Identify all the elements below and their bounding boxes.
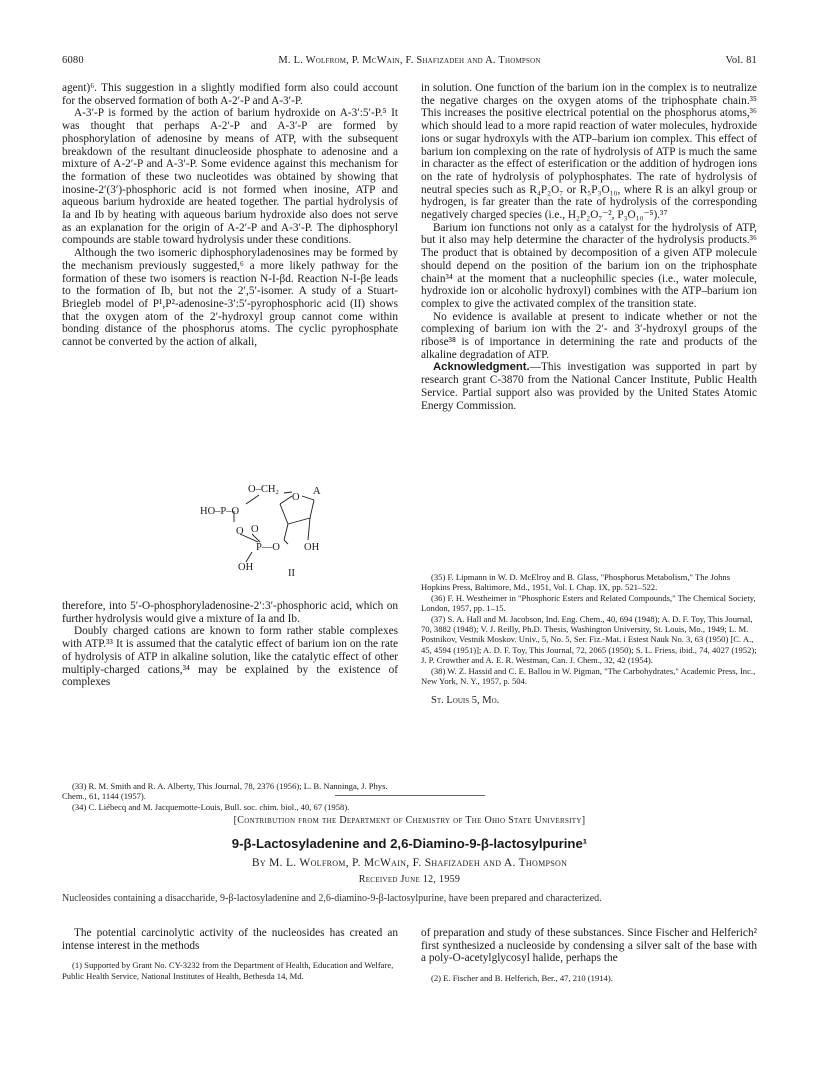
paragraph: Doubly charged cations are known to form rather stable complexes with ATP.³³ It is assumed that the catalytic effect of barium ion on the rate of hydrolysis of ATP in alkaline solution, like the catalytic effect of other multiply-charged cations,³⁴ may be explained by the existence of complexes bbox=[62, 625, 398, 689]
paragraph: agent)⁶. This suggestion in a slightly modified form also could account for the observed formation of both A-2′-P and A-3′-P. bbox=[62, 82, 398, 107]
paragraph: of preparation and study of these substances. Since Fischer and Helferich² first synthesized a nucleoside by condensing a silver salt of the base with a poly-O-acetylglycosyl halide, perhaps the bbox=[421, 927, 757, 965]
paragraph: Barium ion functions not only as a catalyst for the hydrolysis of ATP, but it also may help determine the character of the hydrolysis products.³⁶ The product that is obtained by decomposition of a given ATP molecule should depend on the position of the barium ion on the triphosphate chain³⁴ at the moment that a nucleophilic species (i.e., water molecule, hydroxide ion or alcoholic hydroxyl) combines with the ATP–barium ion complex to give the activated complex of the transition state. bbox=[421, 221, 757, 310]
paragraph: A-3′-P is formed by the action of barium hydroxide on A-3′:5′-P.⁵ It was thought that perhaps A-2′-P and A-3′-P are formed by phosphorylation of adenosine by means of ATP, with the subsequent breakdown of the resultant dinucleoside phosphate to adenosine and a mixture of A-2′-P and A-3′-P. Some evidence against this mechanism for the formation of these two nucleotides was obtained by showing that inosine-2′(3′)-phosphoric acid is not formed when inosine, ATP and aqueous barium hydroxide are heated together. The partial hydrolysis of Ia and Ib by heating with aqueous barium hydroxide also does not serve as an explanation for the origin of A-2′-P and A-3′-P. The diphosphoryl compounds are stable toward hydrolysis under these conditions. bbox=[62, 107, 398, 247]
acknowledgment bbox=[421, 361, 757, 412]
location: St. Louis 5, Mo. bbox=[431, 695, 500, 707]
footnote: (38) W. Z. Hassid and C. E. Ballou in W. Pigman, "The Carbohydrates," Academic Press, Inc., New York, N. Y., 1957, p. 504. bbox=[421, 665, 756, 687]
structure-ho-p-o: HO–P–O bbox=[200, 506, 240, 517]
structure-ring-oxygen: O bbox=[292, 492, 300, 503]
left-column bbox=[62, 82, 398, 349]
footnote: (2) E. Fischer and B. Helferich, Ber., 47, 210 (1914). bbox=[431, 973, 613, 984]
left-column-continued bbox=[62, 600, 398, 689]
running-head-authors: M. L. Wolfrom, P. McWain, F. Shafizadeh and A. Thompson bbox=[278, 55, 541, 66]
abstract: Nucleosides containing a disaccharide, 9-β-lactosyladenine and 2,6-diamino-9-β-lactosylpurine, have been prepared and characterized. bbox=[62, 893, 602, 904]
section-divider bbox=[335, 795, 485, 796]
structure-base-a: A bbox=[313, 486, 321, 497]
article-left-column bbox=[62, 927, 398, 981]
footnote: (34) C. Liébecq and M. Jacquemotte-Louis, Bull. soc. chim. biol., 40, 67 (1958). bbox=[72, 801, 350, 812]
acknowledgment-heading: Acknowledgment. bbox=[433, 361, 530, 374]
footnote: (1) Supported by Grant No. CY-3232 from the Department of Health, Education and Welfare, Public Health Service, National Institutes of Health, Bethesda 14, Md. bbox=[62, 960, 394, 981]
paragraph: Although the two isomeric diphosphoryladenosines may be formed by the mechanism previously suggested,⁶ a more likely pathway for the formation of these two isomers is reaction N-I-βd. Reaction N-I-βe leads to the formation of Ib, but not the 2′,5′-isomer. A study of a Stuart-Briegleb model of P¹,P²-adenosine-3′:5′-pyrophosphoric acid (II) shows that the oxygen atom of the 2′-hydroxyl group cannot come within bonding distance of the phosphorus atoms. The cyclic pyrophosphate cannot be converted by the action of alkali, bbox=[62, 247, 398, 349]
footnote-1 bbox=[62, 960, 398, 981]
footnote: (33) R. M. Smith and R. A. Alberty, This Journal, 78, 2376 (1956); L. B. Nanninga, J. Phys. Chem., 61, 1144 (1957). bbox=[62, 781, 388, 802]
chemical-structure-ii bbox=[196, 484, 396, 584]
structure-label: II bbox=[288, 568, 295, 579]
page-number: 6080 bbox=[62, 55, 84, 66]
footnote: (37) S. A. Hall and M. Jacobson, Ind. Eng. Chem., 40, 694 (1948); A. D. F. Toy, This Journal, 70, 3882 (1948); V. J. Reilly, Ph.D. Thesis, Washington University, St. Louis, Mo., 1949; L. M. Postnikov, Vestnik Moskov. Univ., 5, No. 5, Ser. Fiz.-Mat. i Estest Nauk No. 3, 63 (1950) [C. A., 45, 4594 (1951)]; A. D. F. Toy, This Journal, 72, 2065 (1950); S. L. Friess, ibid., 74, 4027 (1952); J. P. Crowther and A. E. R. Westman, Can. J. Chem., 32, 42 (1954). bbox=[421, 613, 757, 666]
structure-o-left: O bbox=[236, 526, 244, 537]
footnote: (36) F. H. Westheimer in "Phosphoric Esters and Related Compounds," The Chemical Society, London, 1957, pp. 1–15. bbox=[421, 592, 756, 614]
footnote-2 bbox=[421, 973, 757, 983]
article-authors: By M. L. Wolfrom, P. McWain, F. Shafizadeh and A. Thompson bbox=[251, 857, 568, 869]
article-right-column bbox=[421, 927, 757, 984]
received-date: Received June 12, 1959 bbox=[358, 874, 461, 885]
right-column bbox=[421, 82, 757, 412]
acknowledgment-text: —This investigation was supported in part by research grant C-3870 from the National Cancer Institute, Public Health Service. Partial support also was provided by the United States Atomic Energy Commission. bbox=[421, 361, 757, 412]
paragraph: The potential carcinolytic activity of the nucleosides has created an intense interest in the methods bbox=[62, 927, 398, 952]
structure-oh-bottom: OH bbox=[238, 562, 254, 573]
paragraph: therefore, into 5′-O-phosphoryladenosine-2′:3′-phosphoric acid, which on further hydrolysis would give a mixture of Ia and Ib. bbox=[62, 600, 398, 625]
paragraph: No evidence is available at present to indicate whether or not the complexing of barium ion with the 2′- and 3′-hydroxyl groups of the ribose³⁸ is of importance in determining the rate and products of the alkaline degradation of ATP. bbox=[421, 310, 757, 361]
structure-o-right: O bbox=[251, 524, 259, 535]
structure-ring-oh: OH bbox=[304, 542, 320, 553]
running-head bbox=[62, 55, 757, 69]
structure-p-o: P—O bbox=[256, 542, 280, 553]
structure-o-ch2: O–CH₂ bbox=[248, 484, 280, 495]
contribution-line: [Contribution from the Department of Chemistry of The Ohio State University] bbox=[233, 815, 586, 826]
volume-number: Vol. 81 bbox=[725, 55, 757, 66]
article-title: 9-β-Lactosyladenine and 2,6-Diamino-9-β-lactosylpurine¹ bbox=[231, 836, 588, 851]
paragraph: in solution. One function of the barium ion in the complex is to neutralize the negative charges on the oxygen atoms of the triphosphate chain.³⁵ This increases the positive electrical potential on the phosphorus atoms,³⁶ which should lead to a more rapid reaction of water molecules, hydroxide ions or sugar hydroxyls with the ATP–barium ion complex. This effect of barium ion complexing on the rate of hydrolysis of ATP is much the same in character as the effect of esterification or the addition of hydrogen ions on the rate of hydrolysis of polyphosphates. The rate of hydrolysis of neutral species such as R₄P₂O₇ or R₅P₃O₁₀, where R is an alkyl group or hydrogen, is far greater than the rate of hydrolysis of the corresponding negatively charged species (i.e., H₂P₂O₇⁻², P₃O₁₀⁻⁵).³⁷ bbox=[421, 82, 757, 222]
footnote: (35) F. Lipmann in W. D. McElroy and B. Glass, "Phosphorus Metabolism," The Johns Hopkins Press, Baltimore, Md., 1951, Vol. I. Chap. IX, pp. 521–522. bbox=[421, 572, 731, 593]
left-footnotes bbox=[62, 781, 398, 812]
right-footnotes bbox=[421, 572, 757, 707]
